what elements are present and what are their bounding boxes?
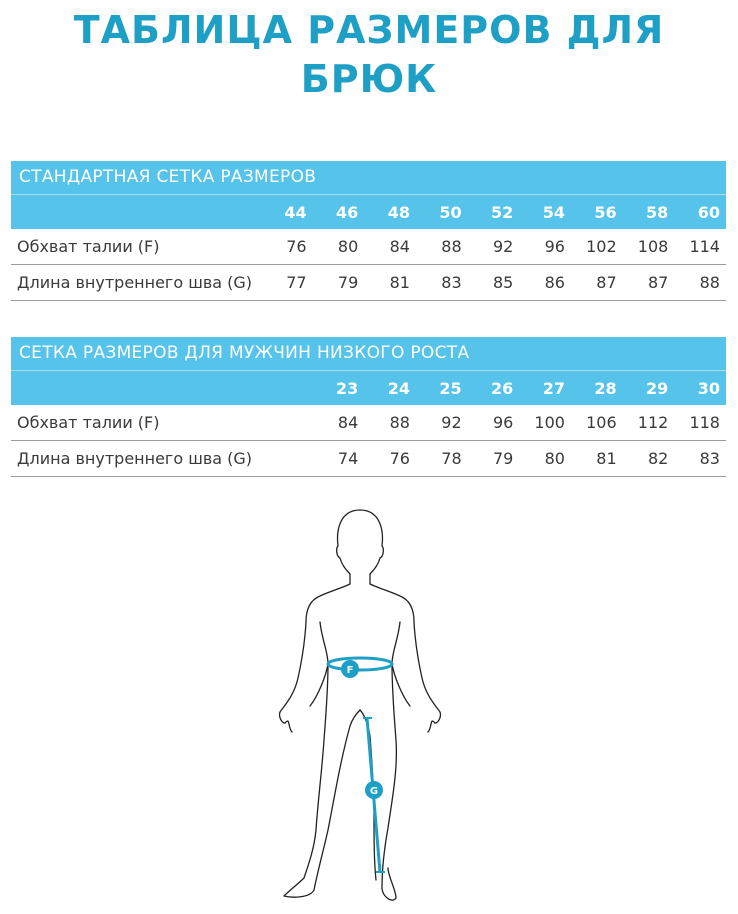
- table-cell: 112: [637, 413, 669, 432]
- table-cell: 80: [544, 449, 565, 468]
- table-row: [11, 229, 726, 265]
- table-cell: 100: [534, 413, 565, 432]
- size-cell: 48: [387, 202, 410, 222]
- table-cell: 87: [647, 273, 669, 292]
- size-cell: 27: [542, 378, 565, 398]
- standard-table-header: [11, 161, 726, 229]
- table-cell: 74: [337, 449, 359, 468]
- row-label-waist: Обхват талии (F): [17, 237, 160, 256]
- table-cell: 102: [586, 237, 617, 256]
- size-cell: 29: [646, 378, 669, 398]
- short-table-caption: СЕТКА РАЗМЕРОВ ДЛЯ МУЖЧИН НИЗКОГО РОСТА: [11, 337, 726, 371]
- size-cell: 28: [594, 378, 617, 398]
- table-cell: 118: [689, 413, 720, 432]
- size-cell: 58: [646, 202, 669, 222]
- table-cell: 87: [596, 273, 617, 292]
- table-row: [11, 405, 726, 441]
- waist-measure: [328, 658, 392, 678]
- table-cell: 81: [389, 273, 410, 292]
- size-cell: 44: [284, 202, 307, 222]
- table-cell: 88: [699, 273, 720, 292]
- table-cell: 82: [647, 449, 669, 468]
- standard-table-caption: СТАНДАРТНАЯ СЕТКА РАЗМЕРОВ: [11, 161, 726, 195]
- table-cell: 79: [337, 273, 359, 292]
- size-cell: 46: [336, 202, 359, 222]
- inseam-marker-label: G: [369, 786, 379, 797]
- table-cell: 85: [492, 273, 514, 292]
- size-cell: 23: [336, 378, 359, 398]
- size-cell: 30: [697, 378, 720, 398]
- table-cell: 77: [286, 273, 307, 292]
- table-cell: 92: [492, 237, 514, 256]
- table-cell: 88: [389, 413, 410, 432]
- table-cell: 96: [492, 413, 514, 432]
- table-cell: 81: [596, 449, 617, 468]
- table-cell: 108: [637, 237, 669, 256]
- table-cell: 86: [544, 273, 565, 292]
- short-size-table: [11, 337, 726, 477]
- table-cell: 114: [689, 237, 720, 256]
- table-cell: 106: [586, 413, 617, 432]
- table-cell: 83: [441, 273, 462, 292]
- size-cell: 26: [491, 378, 514, 398]
- short-size-row: [11, 371, 726, 405]
- size-cell: 50: [439, 202, 462, 222]
- table-cell: 80: [337, 237, 359, 256]
- table-cell: 84: [337, 413, 359, 432]
- short-table-header: [11, 337, 726, 405]
- table-cell: 84: [389, 237, 410, 256]
- table-cell: 83: [699, 449, 720, 468]
- row-label-waist: Обхват талии (F): [17, 413, 160, 432]
- standard-size-table: [11, 161, 726, 301]
- size-cell: 52: [491, 202, 514, 222]
- table-cell: 79: [492, 449, 514, 468]
- row-label-inseam: Длина внутреннего шва (G): [17, 449, 253, 468]
- table-cell: 96: [544, 237, 565, 256]
- table-cell: 76: [286, 237, 307, 256]
- body-measurement-figure: [270, 500, 470, 910]
- size-cell: 25: [439, 378, 462, 398]
- waist-marker-label: F: [346, 665, 354, 676]
- body-outline: [280, 510, 441, 900]
- size-cell: 56: [594, 202, 617, 222]
- table-row: [11, 441, 726, 477]
- size-cell: 60: [697, 202, 720, 222]
- size-cell: 54: [542, 202, 565, 222]
- standard-size-row: [11, 195, 726, 229]
- table-cell: 78: [441, 449, 462, 468]
- table-cell: 88: [441, 237, 462, 256]
- size-cell: 24: [387, 378, 410, 398]
- row-label-inseam: Длина внутреннего шва (G): [17, 273, 253, 292]
- table-cell: 76: [389, 449, 410, 468]
- page-title: ТАБЛИЦА РАЗМЕРОВ ДЛЯ БРЮК: [73, 8, 665, 101]
- table-row: [11, 265, 726, 301]
- table-cell: 92: [441, 413, 462, 432]
